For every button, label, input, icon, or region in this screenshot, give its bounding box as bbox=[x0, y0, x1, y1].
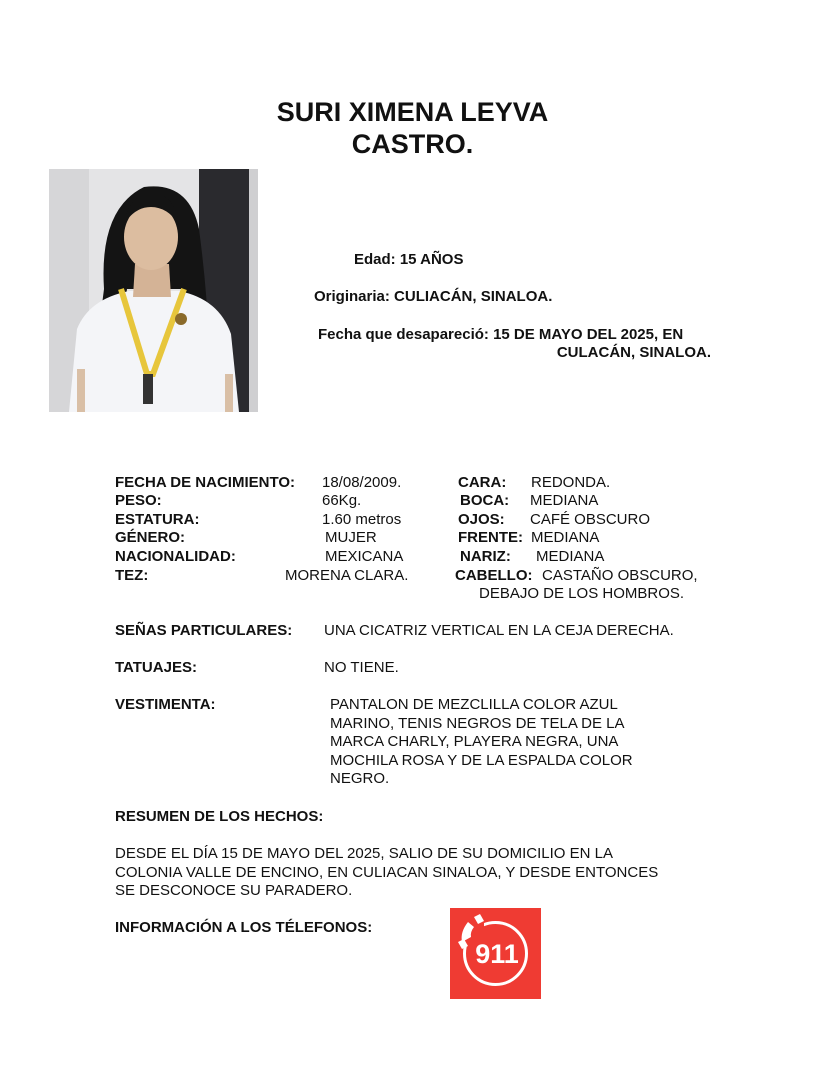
cabello-value: CASTAÑO OBSCURO, bbox=[542, 567, 698, 584]
person-name-line1: SURI XIMENA LEYVA bbox=[276, 97, 549, 127]
fecha-desaparicion-value: 15 DE MAYO DEL 2025, EN bbox=[493, 326, 684, 343]
originaria-label: Originaria: bbox=[314, 288, 390, 305]
tez-value: MORENA CLARA. bbox=[285, 567, 409, 584]
person-photo bbox=[49, 169, 258, 412]
estatura-value: 1.60 metros bbox=[322, 511, 402, 528]
vestimenta-line: MARCA CHARLY, PLAYERA NEGRA, UNA bbox=[330, 733, 619, 750]
person-name-line2: CASTRO. bbox=[351, 129, 474, 159]
boca-label: BOCA: bbox=[460, 492, 510, 509]
resumen-label: RESUMEN DE LOS HECHOS: bbox=[115, 808, 324, 825]
edad-row bbox=[354, 251, 463, 268]
boca-value: MEDIANA bbox=[530, 492, 599, 509]
telefonos-label: INFORMACIÓN A LOS TÉLEFONOS: bbox=[115, 919, 373, 936]
peso-label: PESO: bbox=[115, 492, 162, 509]
vestimenta-text bbox=[330, 696, 710, 789]
tez-label: TEZ: bbox=[115, 567, 149, 584]
fecha-nacimiento-value: 18/08/2009. bbox=[322, 474, 402, 491]
badge-number: 911 bbox=[475, 939, 519, 969]
originaria-row bbox=[314, 288, 552, 305]
frente-value: MEDIANA bbox=[531, 529, 600, 546]
ojos-label: OJOS: bbox=[458, 511, 505, 528]
tatuajes-label: TATUAJES: bbox=[115, 659, 197, 676]
originaria-value: CULIACÁN, SINALOA. bbox=[394, 288, 553, 305]
vestimenta-line: MOCHILA ROSA Y DE LA ESPALDA COLOR bbox=[330, 751, 633, 769]
genero-value: MUJER bbox=[325, 529, 377, 546]
edad-value: 15 AÑOS bbox=[399, 251, 464, 268]
emergency-911-badge bbox=[450, 908, 541, 999]
edad-label: Edad: bbox=[354, 251, 396, 268]
peso-value: 66Kg. bbox=[322, 492, 362, 509]
nacionalidad-label: NACIONALIDAD: bbox=[115, 548, 236, 565]
fecha-desaparicion-row bbox=[318, 326, 683, 343]
cabello-label: CABELLO: bbox=[455, 567, 533, 584]
senas-label: SEÑAS PARTICULARES: bbox=[115, 622, 293, 639]
senas-value: UNA CICATRIZ VERTICAL EN LA CEJA DERECHA. bbox=[324, 622, 674, 639]
cabello-value-line2: DEBAJO DE LOS HOMBROS. bbox=[479, 585, 685, 602]
tatuajes-value: NO TIENE. bbox=[324, 659, 399, 676]
vestimenta-line: NEGRO. bbox=[330, 770, 390, 787]
cara-label: CARA: bbox=[458, 474, 507, 491]
nariz-label: NARIZ: bbox=[460, 548, 511, 565]
resumen-line: COLONIA VALLE DE ENCINO, EN CULIACAN SINALOA, Y DESDE ENTONCES bbox=[115, 863, 659, 881]
nariz-value: MEDIANA bbox=[536, 548, 605, 565]
resumen-line: DESDE EL DÍA 15 DE MAYO DEL 2025, SALIO DE SU DOMICILIO EN LA bbox=[115, 845, 613, 862]
vestimenta-label: VESTIMENTA: bbox=[115, 696, 216, 713]
estatura-label: ESTATURA: bbox=[115, 511, 200, 528]
frente-label: FRENTE: bbox=[458, 529, 523, 546]
ojos-value: CAFÉ OBSCURO bbox=[530, 511, 651, 528]
genero-label: GÉNERO: bbox=[115, 529, 186, 546]
fecha-desaparicion-value-line2: CULACÁN, SINALOA. bbox=[556, 344, 711, 361]
cara-value: REDONDA. bbox=[531, 474, 611, 491]
vestimenta-line: MARINO, TENIS NEGROS DE TELA DE LA bbox=[330, 714, 625, 732]
vestimenta-line: PANTALON DE MEZCLILLA COLOR AZUL bbox=[330, 696, 618, 713]
resumen-line: SE DESCONOCE SU PARADERO. bbox=[115, 882, 353, 899]
fecha-nacimiento-label: FECHA DE NACIMIENTO: bbox=[115, 474, 295, 491]
resumen-text bbox=[115, 845, 735, 901]
nacionalidad-value: MEXICANA bbox=[325, 548, 404, 565]
fecha-desaparicion-label: Fecha que desapareció: bbox=[318, 326, 489, 343]
phone-icon bbox=[450, 908, 541, 999]
